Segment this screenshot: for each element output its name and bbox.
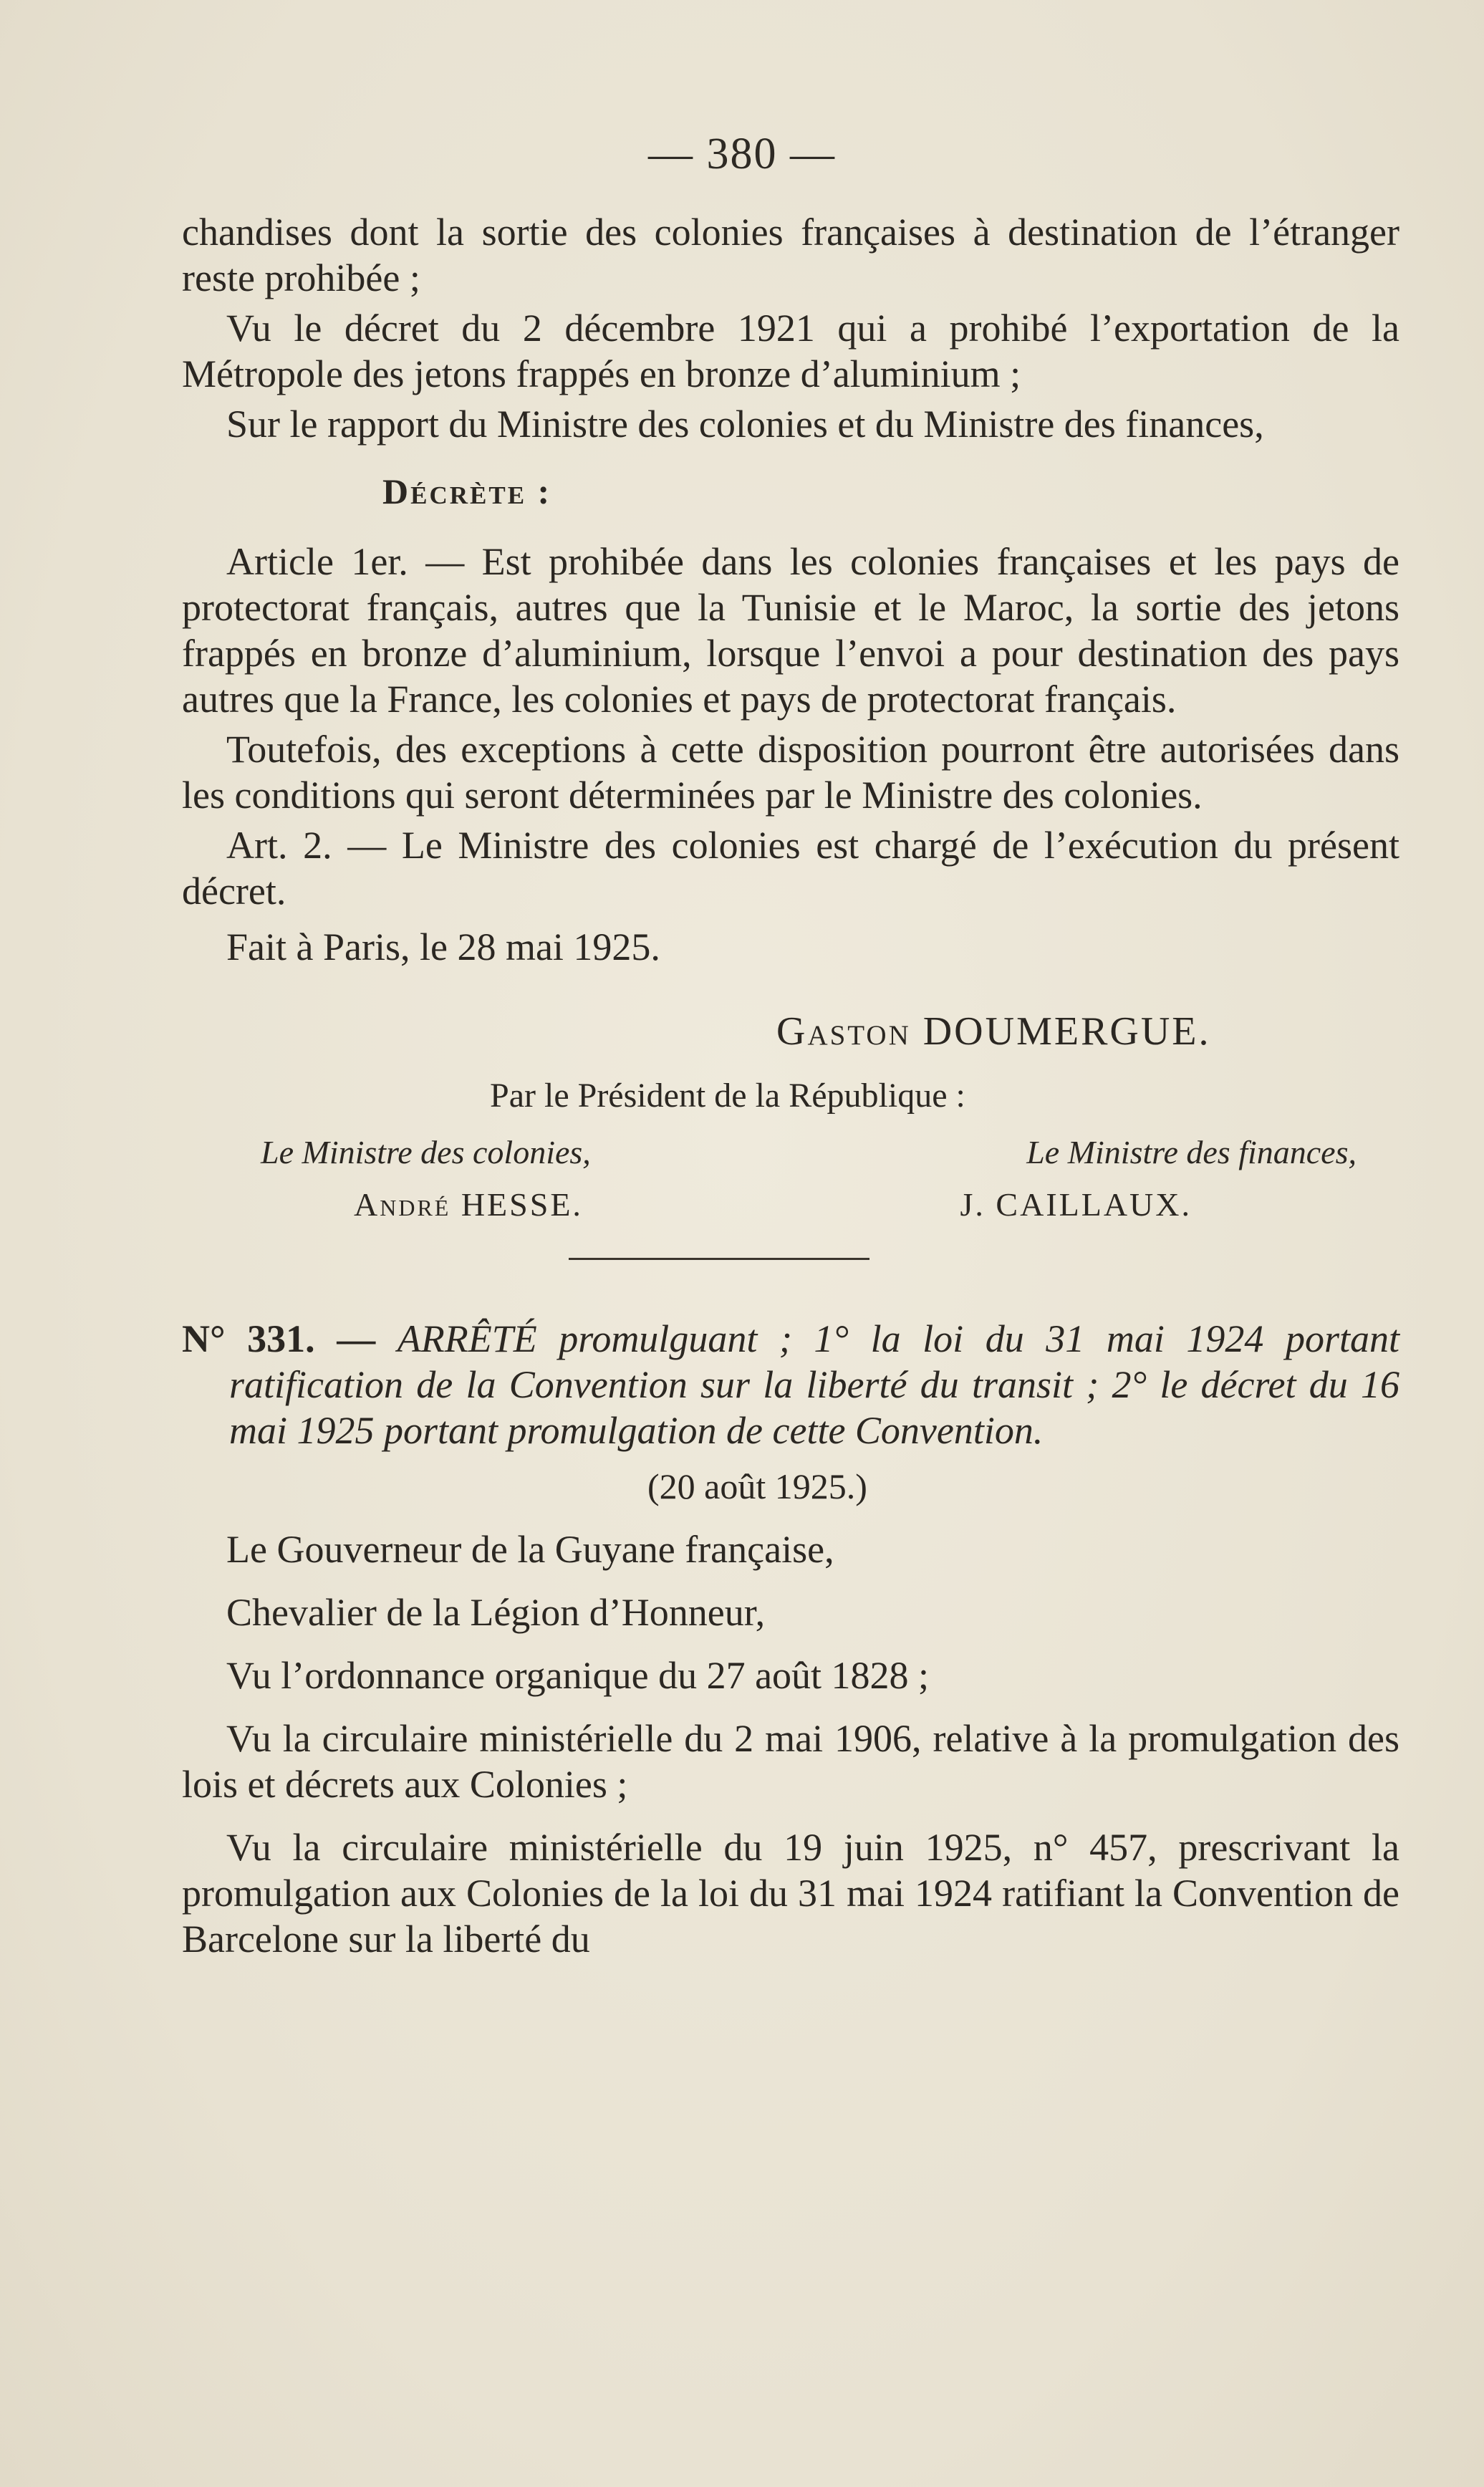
minister-colonies-name: André HESSE. — [354, 1186, 583, 1223]
decrete-heading: Décrète : — [382, 471, 552, 511]
section-divider — [569, 1258, 869, 1260]
arrete-date: (20 août 1925.) — [647, 1466, 867, 1506]
minister-titles — [182, 1133, 1399, 1171]
vu-circulaire-1906: Vu la circulaire ministérielle du 2 mai 1906, relative à la promulgation des lois et décrets aux Colonies ; — [182, 1717, 1399, 1806]
par-le-president: Par le Président de la République : — [490, 1077, 965, 1115]
arrete-heading — [182, 1316, 1399, 1453]
minister-names — [182, 1185, 1399, 1223]
fait-a-paris: Fait à Paris, le 28 mai 1925. — [226, 925, 660, 968]
arrete-number: N° 331. — — [182, 1317, 376, 1360]
minister-finances-title: Le Ministre des finances, — [1026, 1134, 1357, 1170]
page-number: — 380 — — [648, 130, 836, 178]
page-body — [182, 209, 1399, 1962]
vu-circulaire-1925: Vu la circulaire ministérielle du 19 juin 1925, n° 457, prescrivant la promulgation aux Colonies de la loi du 31 mai 1924 ratifiant la Convention de Barcelone sur la liberté du — [182, 1826, 1399, 1961]
minister-finances-name: J. CAILLAUX. — [960, 1186, 1192, 1223]
article-1-exceptions: Toutefois, des exceptions à cette disposition pourront être autorisées dans les conditions qui seront déterminées par le Ministre des colonies. — [182, 728, 1399, 817]
article-2: Art. 2. — Le Ministre des colonies est chargé de l’exécution du présent décret. — [182, 824, 1399, 913]
paragraph-continuation: chandises dont la sortie des colonies françaises à destination de l’étranger reste prohibée ; — [182, 211, 1399, 299]
vu-ordonnance: Vu l’ordonnance organique du 27 août 1828 ; — [226, 1654, 930, 1697]
minister-colonies-title: Le Ministre des colonies, — [261, 1134, 591, 1170]
gouverneur-line: Le Gouverneur de la Guyane française, — [226, 1528, 834, 1571]
arrete-title: ARRÊTÉ promulguant ; 1° la loi du 31 mai 1924 portant ratification de la Convention sur la liberté du transit ; 2° le décret du 16 mai 1925 portant promulgation de cette Convention. — [229, 1317, 1399, 1452]
chevalier-line: Chevalier de la Légion d’Honneur, — [226, 1591, 766, 1634]
president-signature: Gaston DOUMERGUE. — [776, 1009, 1211, 1054]
paragraph-vu-decret: Vu le décret du 2 décembre 1921 qui a prohibé l’exportation de la Métropole des jetons frappés en bronze d’aluminium ; — [182, 307, 1399, 395]
article-1: Article 1er. — Est prohibée dans les colonies françaises et les pays de protectorat français, autres que la Tunisie et le Maroc, la sortie des jetons frappés en bronze d’aluminium, lorsque l’envoi a pour destination des pays autres que la France, les colonies et pays de protectorat français. — [182, 540, 1399, 721]
paragraph-sur-le-rapport: Sur le rapport du Ministre des colonies et du Ministre des finances, — [226, 403, 1264, 446]
